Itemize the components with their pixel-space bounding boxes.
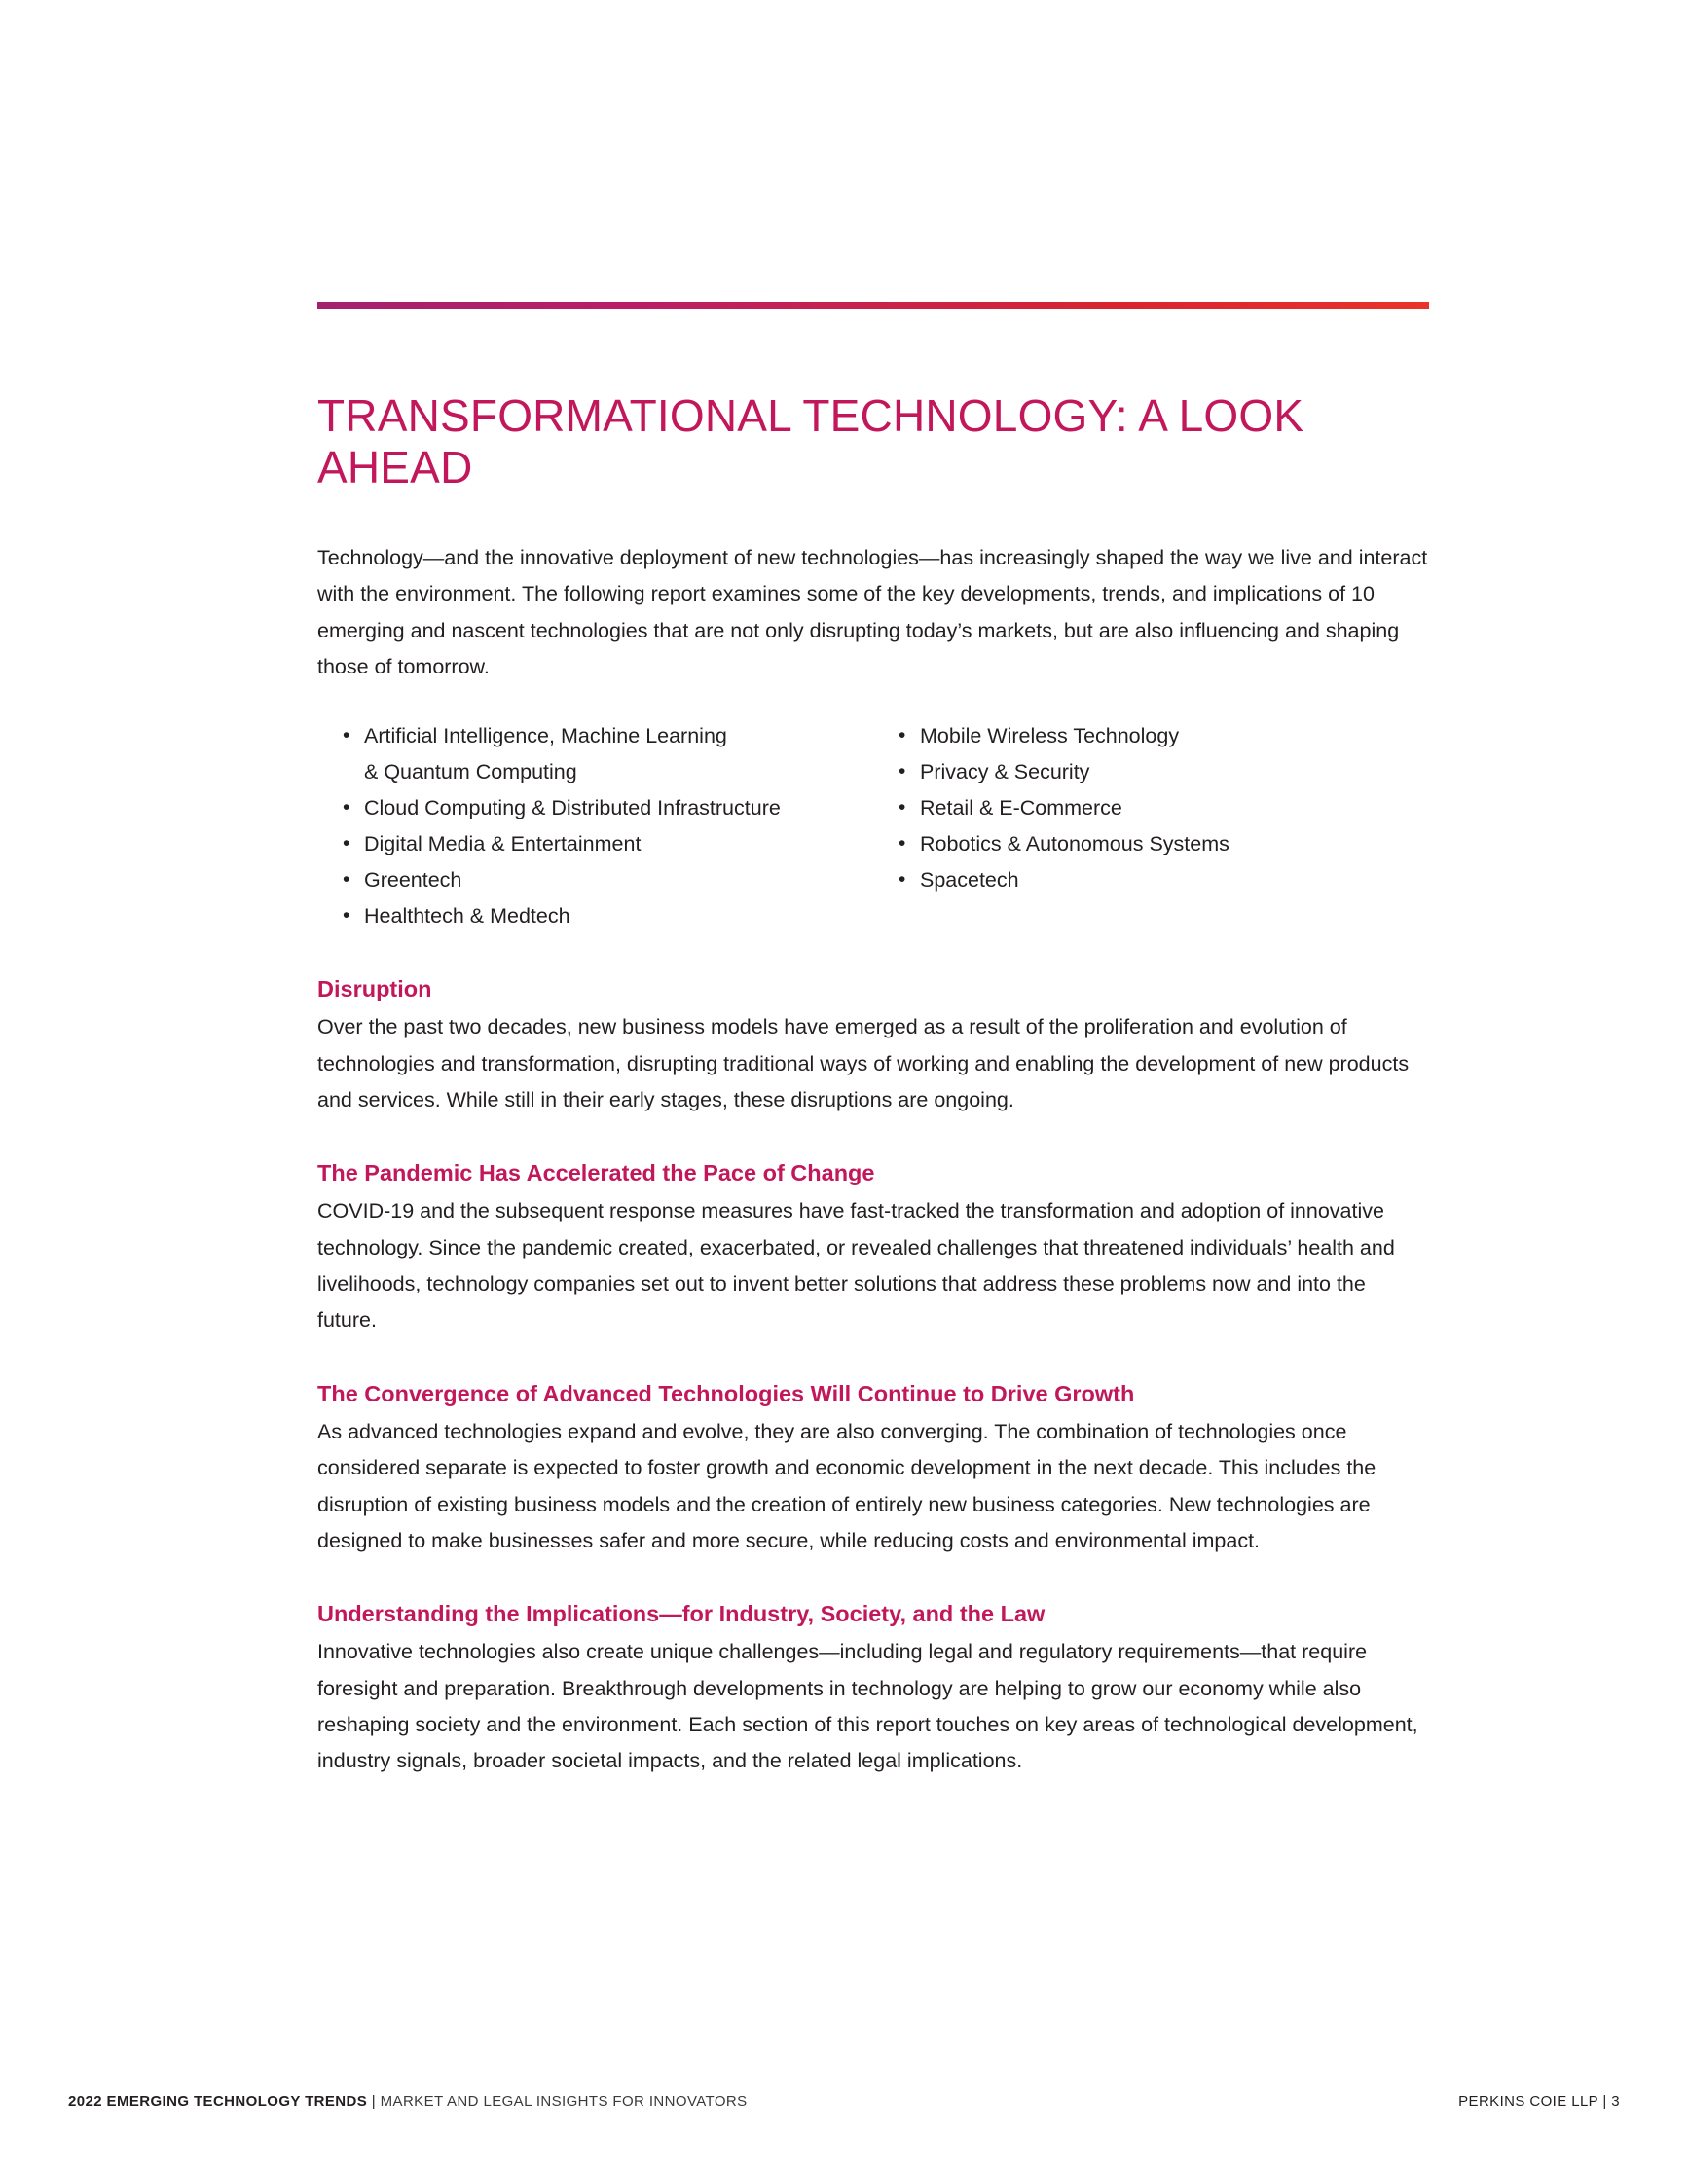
section-heading: The Pandemic Has Accelerated the Pace of Change <box>317 1160 875 1186</box>
list-item: • Healthtech & Medtech <box>339 898 873 934</box>
list-item: • Digital Media & Entertainment <box>339 826 873 862</box>
list-item: • Privacy & Security <box>895 754 1429 790</box>
list-item: • Artificial Intelligence, Machine Learning <box>339 718 873 754</box>
intro-paragraph: Technology—and the innovative deployment of new technologies—has increasingly shaped the way we live and interact with the environment. The following report examines some of the key developments, trends, and implications of 10 emerging and nascent technologies that are not only disrupting today’s markets, but are also influencing and shaping those of tomorrow. <box>317 545 1428 678</box>
footer-report-name: 2022 EMERGING TECHNOLOGY TRENDS <box>68 2093 368 2110</box>
section-body: Innovative technologies also create unique challenges—including legal and regulatory requirements—that require foresight and preparation. Breakthrough developments in technology are helping to grow our economy while also reshaping society and the environment. Each section of this report touches on key areas of technological development, industry signals, broader societal impacts, and the related legal implications. <box>317 1640 1418 1773</box>
footer-firm-and-page: PERKINS COIE LLP | 3 <box>1458 2093 1620 2110</box>
list-item: • Cloud Computing & Distributed Infrastructure <box>339 790 873 826</box>
header-accent-rule <box>317 302 1429 309</box>
topics-list <box>317 718 1429 934</box>
list-item: • Spacetech <box>895 862 1429 898</box>
page-title: TRANSFORMATIONAL TECHNOLOGY: A LOOK AHEAD <box>317 390 1304 492</box>
section-heading: Understanding the Implications—for Industry, Society, and the Law <box>317 1601 1046 1627</box>
topics-column-left <box>317 718 873 934</box>
topics-column-right <box>873 718 1429 934</box>
section-implications <box>317 1598 1429 1780</box>
list-item: • Greentech <box>339 862 873 898</box>
section-body: COVID-19 and the subsequent response measures have fast-tracked the transformation and adoption of innovative technology. Since the pandemic created, exacerbated, or revealed challenges that threatened individuals’ health and livelihoods, technology companies set out to invent better solutions that address these problems now and into the future. <box>317 1199 1395 1332</box>
section-body: Over the past two decades, new business models have emerged as a result of the proliferation and evolution of technologies and transformation, disrupting traditional ways of working and enabling the development of new products and services. While still in their early stages, these disruptions are ongoing. <box>317 1015 1410 1111</box>
section-pandemic <box>317 1157 1429 1339</box>
section-disruption <box>317 973 1429 1118</box>
footer-left <box>68 2093 748 2110</box>
list-item: • Mobile Wireless Technology <box>895 718 1429 754</box>
list-item: • Retail & E-Commerce <box>895 790 1429 826</box>
section-body: As advanced technologies expand and evolve, they are also converging. The combination of technologies once considered separate is expected to foster growth and economic development in the next decade. This includes the disruption of existing business models and the creation of entirely new business categories. New technologies are designed to make businesses safer and more secure, while reducing costs and environmental impact. <box>317 1419 1376 1552</box>
section-heading: The Convergence of Advanced Technologies Will Continue to Drive Growth <box>317 1380 1135 1406</box>
page-content <box>317 302 1429 1809</box>
list-item: • Robotics & Autonomous Systems <box>895 826 1429 862</box>
footer-separator: | <box>371 2093 377 2110</box>
page-footer <box>68 2093 1620 2110</box>
list-item: & Quantum Computing <box>364 760 577 784</box>
section-convergence <box>317 1378 1429 1560</box>
section-heading: Disruption <box>317 976 432 1002</box>
footer-tagline: MARKET AND LEGAL INSIGHTS FOR INNOVATORS <box>380 2093 748 2110</box>
